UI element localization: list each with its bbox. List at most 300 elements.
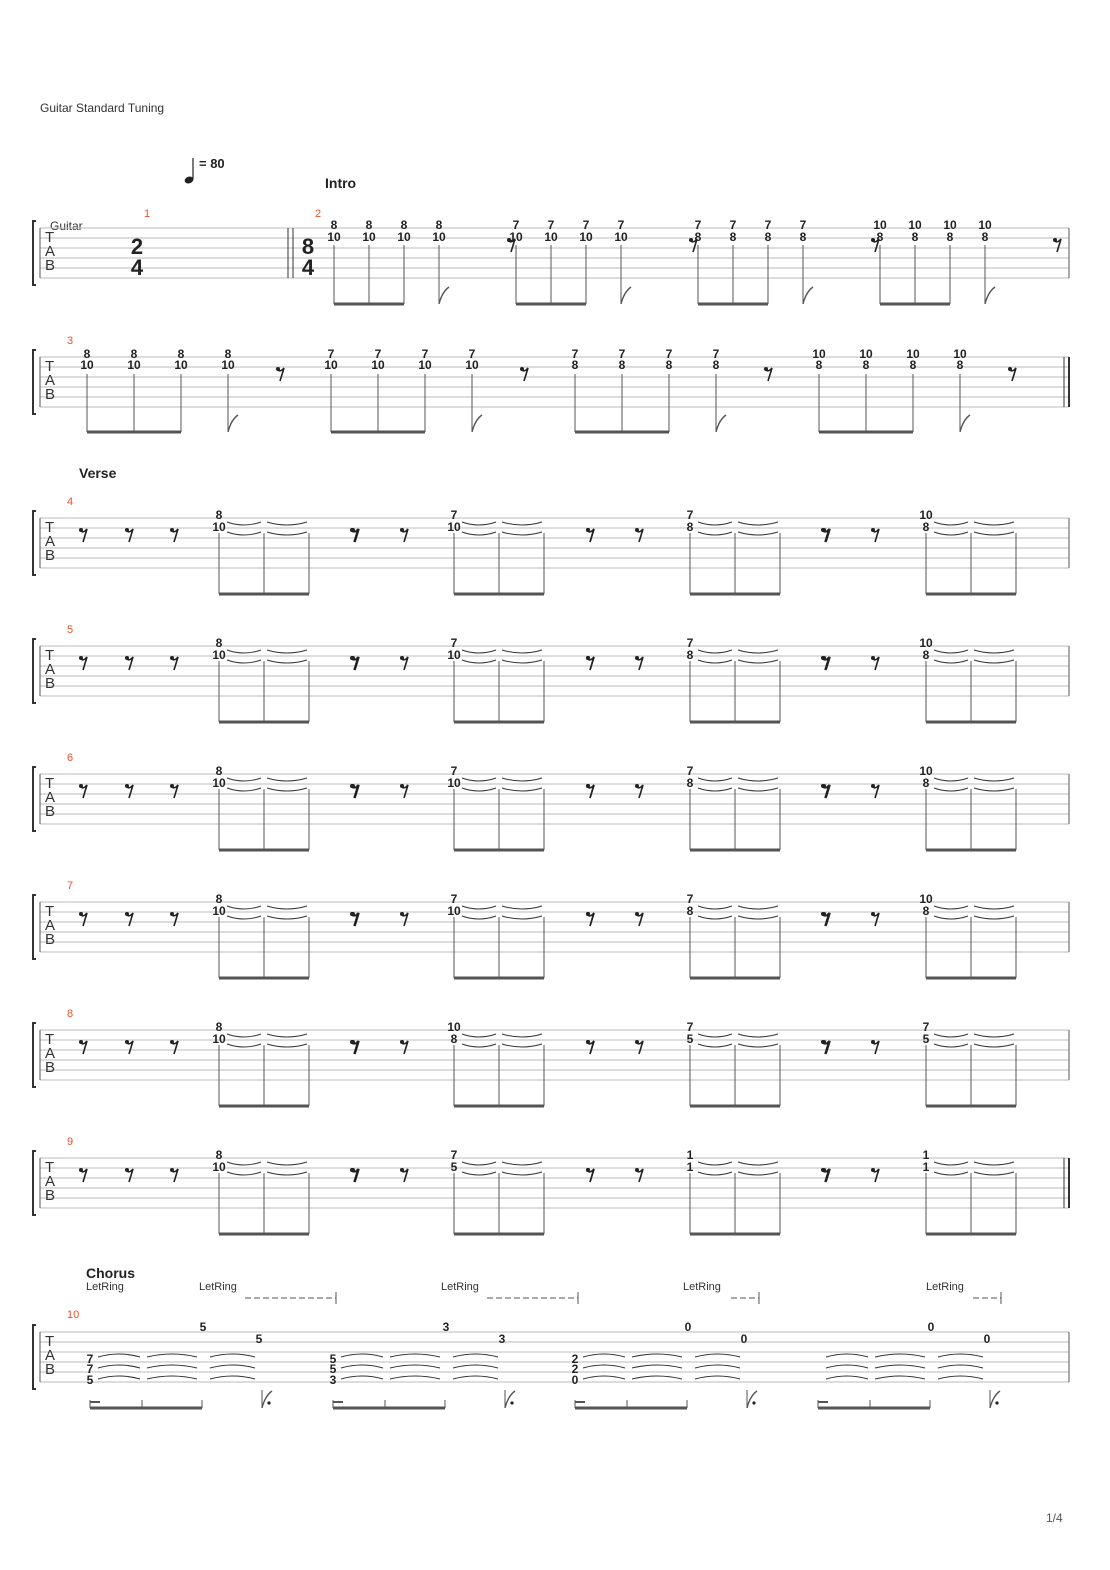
fret-number: 10 [509, 230, 523, 244]
fret-number: 8 [694, 230, 702, 244]
dot [267, 1401, 270, 1404]
fret-number: 8 [922, 520, 930, 534]
fret-number: 10 [906, 347, 920, 361]
tie-arc [698, 788, 732, 791]
measure-number: 6 [67, 752, 74, 764]
fret-number: 8 [618, 358, 626, 372]
tie-arc [738, 1162, 778, 1165]
note-flag [985, 287, 995, 304]
system-bracket [33, 1023, 36, 1087]
eighth-rest [400, 528, 404, 532]
tie-arc [875, 1354, 925, 1357]
tuning-label: Guitar Standard Tuning [40, 101, 165, 115]
tie-arc [738, 650, 778, 653]
fret-number: 7 [450, 636, 458, 650]
fret-number: 10 [432, 230, 446, 244]
tie-arc [227, 532, 261, 535]
system-bracket [33, 639, 36, 703]
fret-number: 10 [859, 347, 873, 361]
fret-number: 7 [799, 218, 807, 232]
tie-arc [390, 1376, 440, 1379]
fret-number: 10 [212, 904, 226, 918]
fret-number: 7 [729, 218, 737, 232]
fret-number: 7 [512, 218, 520, 232]
tie-arc [502, 522, 542, 525]
tie-arc [210, 1365, 255, 1368]
fret-number: 8 [862, 358, 870, 372]
fret-number: 10 [544, 230, 558, 244]
fret-number: 5 [450, 1160, 458, 1174]
system-bracket [33, 1325, 36, 1389]
tie-arc [210, 1354, 255, 1357]
eighth-rest [821, 1040, 825, 1044]
tie-arc [502, 788, 542, 791]
note-flag [990, 1391, 1000, 1408]
fret-number: 10 [447, 520, 461, 534]
tab-clef: B [45, 1059, 56, 1076]
tie-arc [462, 1044, 496, 1047]
tab-clef: A [45, 1347, 56, 1364]
fret-number: 3 [329, 1373, 337, 1387]
eighth-rest [170, 528, 174, 532]
fret-number: 1 [922, 1148, 930, 1162]
tie-arc [974, 522, 1014, 525]
fret-number: 8 [815, 358, 823, 372]
fret-number: 10 [397, 230, 411, 244]
fret-number: 7 [421, 347, 429, 361]
fret-number: 7 [618, 347, 626, 361]
fret-number: 10 [465, 358, 479, 372]
tie-arc [502, 906, 542, 909]
dot [752, 1401, 755, 1404]
fret-number: 8 [330, 218, 338, 232]
note-flag [621, 287, 631, 304]
fret-number: 2 [571, 1352, 579, 1366]
fret-number: 7 [547, 218, 555, 232]
eighth-rest [350, 784, 354, 788]
fret-number: 8 [922, 904, 930, 918]
fret-number: 5 [329, 1352, 337, 1366]
tie-arc [974, 788, 1014, 791]
eighth-rest [635, 528, 639, 532]
fret-number: 8 [571, 358, 579, 372]
tab-clef: T [45, 1333, 55, 1350]
eighth-rest [821, 912, 825, 916]
tie-arc [267, 660, 307, 663]
page-number: 1/4 [1046, 1511, 1063, 1525]
measure-number: 9 [67, 1136, 74, 1148]
fret-number: 8 [215, 508, 223, 522]
fret-number: 10 [362, 230, 376, 244]
fret-number: 5 [199, 1320, 207, 1334]
tie-arc [698, 650, 732, 653]
tie-arc [934, 778, 968, 781]
fret-number: 7 [686, 1020, 694, 1034]
tie-arc [453, 1376, 498, 1379]
fret-number: 7 [686, 636, 694, 650]
tab-clef: T [45, 1159, 55, 1176]
eighth-rest [400, 656, 404, 660]
fret-number: 10 [873, 218, 887, 232]
letring-label: LetRing [926, 1281, 964, 1293]
note-flag [747, 1391, 757, 1408]
tab-clef: B [45, 803, 56, 820]
eighth-rest [764, 367, 768, 371]
eighth-rest [400, 1168, 404, 1172]
fret-number: 10 [127, 358, 141, 372]
tie-arc [632, 1376, 682, 1379]
fret-number: 1 [686, 1160, 694, 1174]
tie-arc [502, 1034, 542, 1037]
eighth-rest [871, 528, 875, 532]
eighth-rest [125, 528, 129, 532]
fret-number: 7 [450, 892, 458, 906]
fret-number: 8 [215, 892, 223, 906]
tie-arc [227, 906, 261, 909]
eighth-rest [400, 1040, 404, 1044]
eighth-rest [350, 656, 354, 660]
tie-arc [462, 1172, 496, 1175]
tie-arc [267, 1034, 307, 1037]
eighth-rest [871, 1168, 875, 1172]
tie-arc [934, 1044, 968, 1047]
tie-arc [695, 1354, 740, 1357]
eighth-rest [125, 1040, 129, 1044]
tie-arc [267, 532, 307, 535]
tie-arc [738, 906, 778, 909]
fret-number: 7 [617, 218, 625, 232]
fret-number: 0 [983, 1332, 991, 1346]
tie-arc [695, 1365, 740, 1368]
tie-arc [934, 906, 968, 909]
eighth-rest [871, 238, 875, 242]
fret-number: 7 [712, 347, 720, 361]
instrument-label: Guitar [50, 219, 83, 233]
system-bracket [33, 221, 36, 285]
fret-number: 10 [919, 508, 933, 522]
tie-arc [341, 1354, 383, 1357]
fret-number: 7 [694, 218, 702, 232]
fret-number: 8 [215, 1148, 223, 1162]
letring-label: LetRing [683, 1281, 721, 1293]
eighth-rest [350, 1168, 354, 1172]
tab-clef: B [45, 1187, 56, 1204]
fret-number: 7 [571, 347, 579, 361]
fret-number: 7 [686, 892, 694, 906]
dot [995, 1401, 998, 1404]
tie-arc [462, 532, 496, 535]
fret-number: 10 [327, 230, 341, 244]
fret-number: 8 [435, 218, 443, 232]
tie-arc [738, 778, 778, 781]
tie-arc [502, 916, 542, 919]
tie-arc [227, 778, 261, 781]
fret-number: 8 [130, 347, 138, 361]
tie-arc [826, 1365, 868, 1368]
tie-arc [502, 660, 542, 663]
tie-arc [698, 778, 732, 781]
eighth-rest [635, 784, 639, 788]
fret-number: 8 [215, 636, 223, 650]
tab-clef: A [45, 917, 56, 934]
eighth-rest [276, 367, 280, 371]
fret-number: 7 [86, 1362, 94, 1376]
fret-number: 0 [571, 1373, 579, 1387]
tab-clef: A [45, 1173, 56, 1190]
tie-arc [974, 650, 1014, 653]
tie-arc [583, 1354, 625, 1357]
tab-clef: A [45, 1045, 56, 1062]
tie-arc [934, 532, 968, 535]
fret-number: 10 [447, 648, 461, 662]
fret-number: 8 [686, 904, 694, 918]
eighth-rest [125, 912, 129, 916]
note-flag [262, 1391, 272, 1408]
eighth-rest [79, 528, 83, 532]
eighth-rest [821, 784, 825, 788]
fret-number: 7 [582, 218, 590, 232]
tie-arc [462, 522, 496, 525]
eighth-rest [586, 784, 590, 788]
tie-arc [938, 1354, 983, 1357]
fret-number: 3 [442, 1320, 450, 1334]
eighth-rest [689, 238, 693, 242]
system-bracket [33, 895, 36, 959]
tab-clef: T [45, 903, 55, 920]
fret-number: 7 [764, 218, 772, 232]
fret-number: 8 [729, 230, 737, 244]
eighth-rest [635, 1168, 639, 1172]
section-chorus-label: Chorus [86, 1265, 135, 1281]
measure-number: 4 [67, 496, 74, 508]
tie-arc [698, 1162, 732, 1165]
fret-number: 1 [922, 1160, 930, 1174]
fret-number: 10 [212, 1160, 226, 1174]
tie-arc [462, 1034, 496, 1037]
fret-number: 8 [450, 1032, 458, 1046]
tie-arc [826, 1376, 868, 1379]
eighth-rest [170, 1168, 174, 1172]
tab-clef: T [45, 229, 55, 246]
time-signature-top: 8 [301, 234, 315, 259]
fret-number: 5 [86, 1373, 94, 1387]
fret-number: 10 [447, 1020, 461, 1034]
note-flag [505, 1391, 515, 1408]
fret-number: 10 [80, 358, 94, 372]
tab-clef: A [45, 243, 56, 260]
fret-number: 8 [686, 520, 694, 534]
tie-arc [502, 650, 542, 653]
fret-number: 8 [956, 358, 964, 372]
fret-number: 8 [922, 648, 930, 662]
system-bracket [33, 350, 36, 414]
eighth-rest [1053, 238, 1057, 242]
fret-number: 10 [324, 358, 338, 372]
eighth-rest [871, 1040, 875, 1044]
fret-number: 7 [686, 764, 694, 778]
letring-label: LetRing [86, 1281, 124, 1293]
fret-number: 8 [946, 230, 954, 244]
fret-number: 10 [614, 230, 628, 244]
eighth-rest [79, 656, 83, 660]
tie-arc [462, 788, 496, 791]
letring-label: LetRing [441, 1281, 479, 1293]
system-bracket [33, 1151, 36, 1215]
tie-arc [738, 660, 778, 663]
tie-arc [698, 532, 732, 535]
tie-arc [934, 1034, 968, 1037]
tab-clef: B [45, 931, 56, 948]
tie-arc [98, 1376, 140, 1379]
tie-arc [227, 1172, 261, 1175]
tie-arc [698, 1044, 732, 1047]
tie-arc [738, 1172, 778, 1175]
tie-arc [738, 916, 778, 919]
fret-number: 10 [418, 358, 432, 372]
tie-arc [826, 1354, 868, 1357]
tie-arc [738, 788, 778, 791]
eighth-rest [586, 1168, 590, 1172]
fret-number: 10 [943, 218, 957, 232]
tie-arc [698, 916, 732, 919]
letring-label: LetRing [199, 1281, 237, 1293]
fret-number: 8 [215, 764, 223, 778]
tie-arc [267, 1162, 307, 1165]
tie-arc [974, 1172, 1014, 1175]
tie-arc [583, 1365, 625, 1368]
fret-number: 7 [686, 508, 694, 522]
tie-arc [147, 1354, 197, 1357]
fret-number: 8 [177, 347, 185, 361]
dot [510, 1401, 513, 1404]
tie-arc [698, 1172, 732, 1175]
tie-arc [462, 778, 496, 781]
tie-arc [934, 650, 968, 653]
fret-number: 8 [764, 230, 772, 244]
fret-number: 0 [927, 1320, 935, 1334]
tie-arc [227, 1034, 261, 1037]
tie-arc [974, 1044, 1014, 1047]
tie-arc [938, 1376, 983, 1379]
tie-arc [462, 906, 496, 909]
note-flag [960, 415, 970, 432]
fret-number: 8 [83, 347, 91, 361]
tie-arc [502, 1044, 542, 1047]
fret-number: 10 [908, 218, 922, 232]
tab-clef: B [45, 257, 56, 274]
fret-number: 10 [919, 636, 933, 650]
fret-number: 7 [450, 764, 458, 778]
tab-clef: T [45, 358, 55, 375]
fret-number: 7 [86, 1352, 94, 1366]
tie-arc [98, 1365, 140, 1368]
tab-clef: B [45, 675, 56, 692]
tie-arc [974, 660, 1014, 663]
eighth-rest [350, 528, 354, 532]
tie-arc [267, 1172, 307, 1175]
tie-arc [934, 1172, 968, 1175]
tie-arc [974, 916, 1014, 919]
eighth-rest [79, 784, 83, 788]
tie-arc [462, 916, 496, 919]
measure-number: 7 [67, 880, 74, 892]
tie-arc [267, 916, 307, 919]
fret-number: 5 [255, 1332, 263, 1346]
tie-arc [267, 1044, 307, 1047]
tie-arc [875, 1376, 925, 1379]
tie-arc [698, 1034, 732, 1037]
eighth-rest [170, 656, 174, 660]
tie-arc [227, 522, 261, 525]
tie-arc [390, 1354, 440, 1357]
tab-clef: T [45, 775, 55, 792]
tie-arc [227, 1162, 261, 1165]
eighth-rest [871, 656, 875, 660]
tie-arc [695, 1376, 740, 1379]
tie-arc [147, 1376, 197, 1379]
eighth-rest [821, 1168, 825, 1172]
eighth-rest [125, 1168, 129, 1172]
tie-arc [974, 1034, 1014, 1037]
tie-arc [502, 532, 542, 535]
eighth-rest [871, 912, 875, 916]
tab-clef: B [45, 386, 56, 403]
measure-number: 10 [67, 1309, 80, 1321]
tie-arc [502, 1162, 542, 1165]
eighth-rest [400, 912, 404, 916]
eighth-rest [871, 784, 875, 788]
fret-number: 8 [922, 776, 930, 790]
fret-number: 10 [174, 358, 188, 372]
tie-arc [934, 522, 968, 525]
tie-arc [698, 522, 732, 525]
eighth-rest [635, 912, 639, 916]
fret-number: 8 [911, 230, 919, 244]
tie-arc [267, 650, 307, 653]
fret-number: 7 [468, 347, 476, 361]
tie-arc [267, 522, 307, 525]
eighth-rest [170, 912, 174, 916]
note-flag [439, 287, 449, 304]
tie-arc [227, 1044, 261, 1047]
fret-number: 8 [400, 218, 408, 232]
tie-arc [934, 916, 968, 919]
fret-number: 8 [712, 358, 720, 372]
tie-arc [875, 1365, 925, 1368]
tab-clef: A [45, 372, 56, 389]
tie-arc [934, 788, 968, 791]
fret-number: 7 [327, 347, 335, 361]
tie-arc [341, 1365, 383, 1368]
tab-clef: B [45, 547, 56, 564]
tie-arc [147, 1365, 197, 1368]
eighth-rest [586, 912, 590, 916]
note-flag [803, 287, 813, 304]
time-signature-bottom: 4 [130, 255, 144, 280]
eighth-rest [635, 1040, 639, 1044]
fret-number: 10 [812, 347, 826, 361]
tie-arc [227, 660, 261, 663]
eighth-rest [79, 912, 83, 916]
fret-number: 8 [981, 230, 989, 244]
fret-number: 7 [450, 1148, 458, 1162]
tie-arc [934, 1162, 968, 1165]
tab-clef: A [45, 789, 56, 806]
tie-arc [974, 532, 1014, 535]
tie-arc [453, 1365, 498, 1368]
eighth-rest [520, 367, 524, 371]
measure-number: 3 [67, 335, 74, 347]
